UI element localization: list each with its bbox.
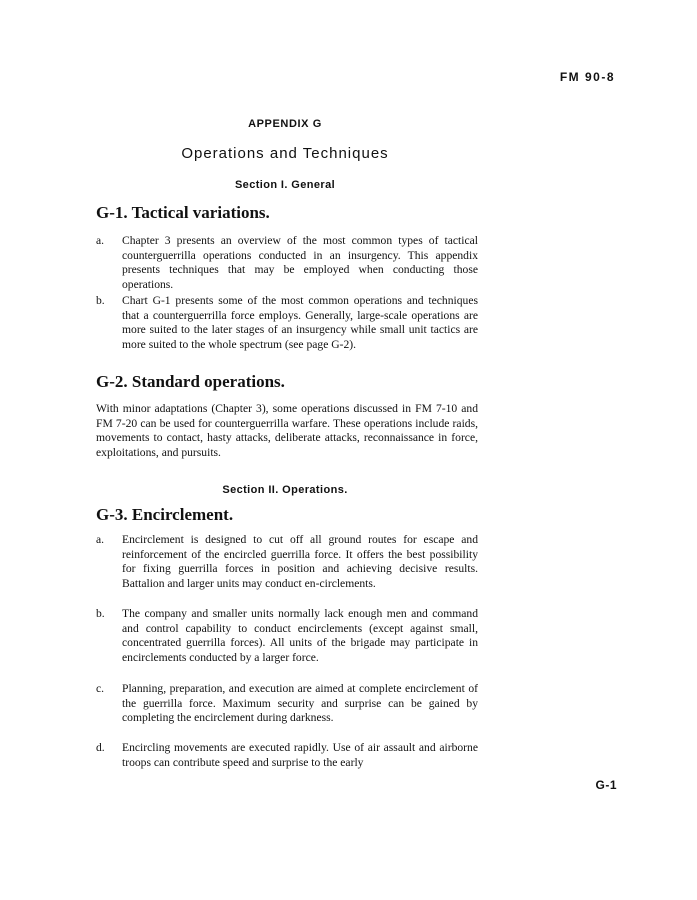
g1-item-b [96,294,478,352]
item-marker: b. [96,607,105,620]
section-title-operations: Section II. Operations. [222,484,348,496]
section-title-general: Section I. General [234,179,336,191]
item-marker: a. [96,533,105,546]
item-text: Planning, preparation, and execution are aimed at complete encirclement of the guerrilla force. Maximum security and surprise can be gained by completing the encirclement during darkness. [122,682,478,724]
manual-code: FM 90-8 [559,70,615,84]
heading-g1: G-1. Tactical variations. [96,203,270,222]
g3-item-d [96,741,478,770]
page-number: G-1 [595,778,617,792]
item-text: Chapter 3 presents an overview of the most common types of tactical counterguerrilla operations conducted in an insurgency. This appendix presents techniques that may be employed when conducting those operations. [122,234,478,291]
item-text: Encirclement is designed to cut off all ground routes for escape and reinforcement of the encircled guerrilla force. It offers the best possibility for fixing guerrilla forces in position and achieving decisive results. Battalion and larger units may conduct en-circlements. [122,533,478,590]
g1-item-a [96,234,478,292]
heading-g3: G-3. Encirclement. [96,505,234,524]
item-text: Encircling movements are executed rapidly. Use of air assault and airborne troops can contribute speed and surprise to the early [122,741,478,769]
g3-item-b [96,607,478,665]
item-marker: b. [96,294,105,307]
appendix-title: Operations and Techniques [181,145,389,162]
item-marker: c. [96,682,105,695]
heading-g2: G-2. Standard operations. [96,372,285,391]
item-text: Chart G-1 presents some of the most common operations and techniques that a counterguerrilla force employs. Generally, large-scale operations are more suited to the later stages of an insurgency while small unit tactics are more suited to the whole spectrum (see page G-2). [122,294,478,351]
g2-paragraph: With minor adaptations (Chapter 3), some operations discussed in FM 7-10 and FM 7-20 can be used for counterguerrilla warfare. These operations include raids, movements to contact, hasty attacks, deliberate attacks, reconnaissance in force, exploitations, and pursuits. [96,402,478,459]
g3-item-c [96,682,478,726]
item-text: The company and smaller units normally lack enough men and command and control capability to conduct encirclements (except against small, concentrated guerrilla forces). All units of the brigade may participate in encirclements conducted by a larger force. [122,607,478,664]
g3-item-a [96,533,478,591]
item-marker: a. [96,234,105,247]
item-marker: d. [96,741,105,754]
appendix-label: APPENDIX G [248,118,322,130]
